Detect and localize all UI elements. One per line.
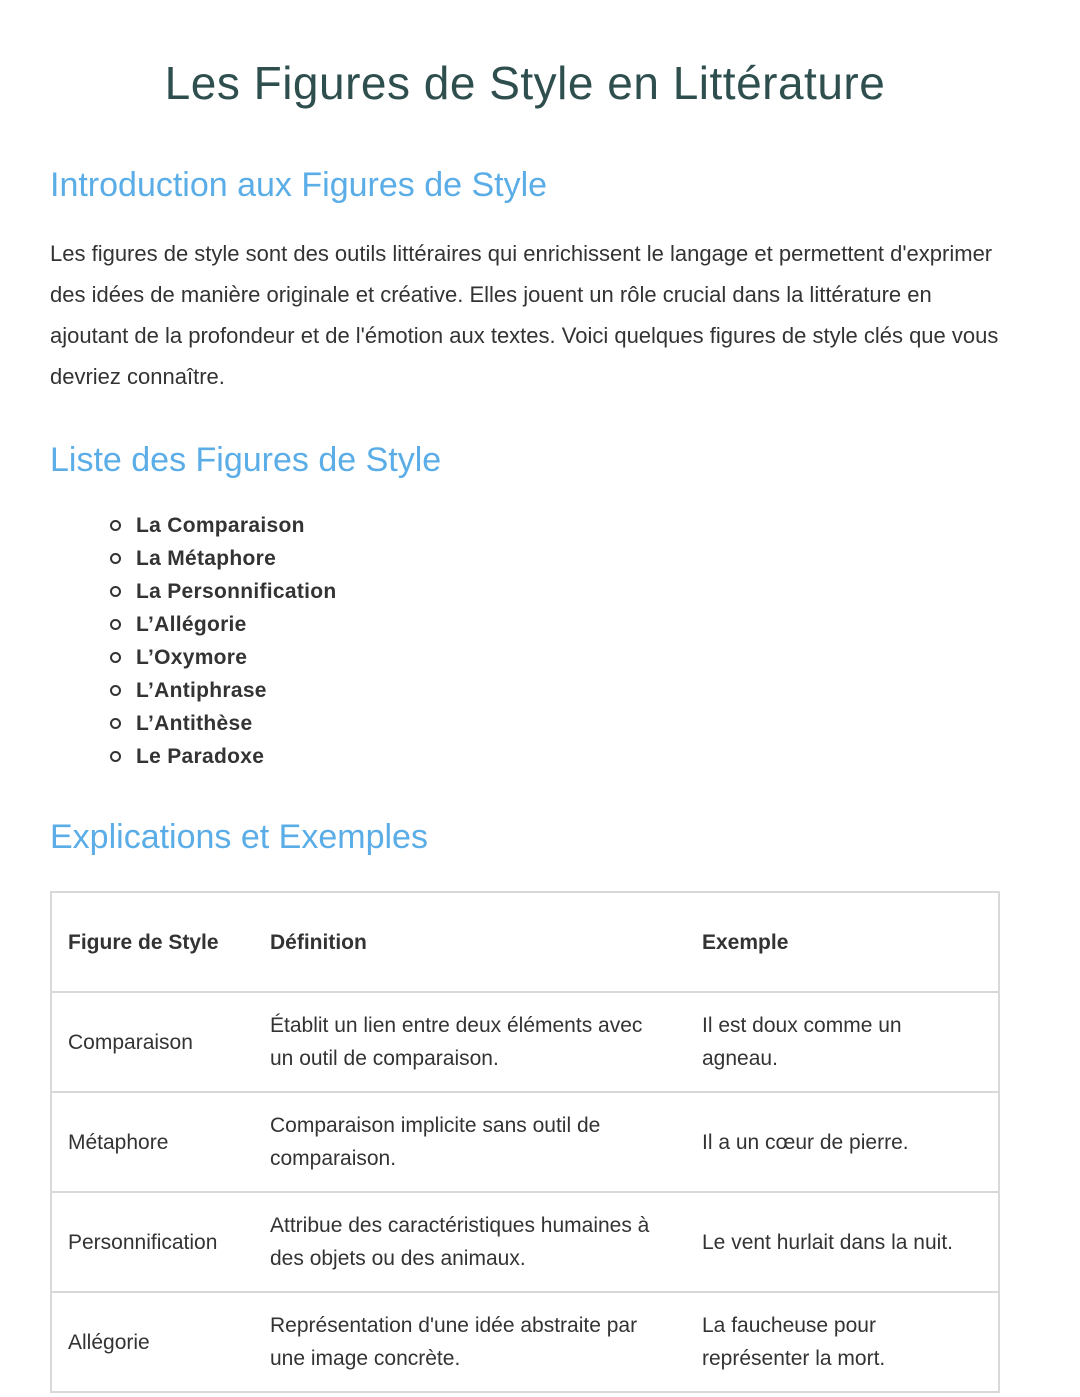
column-header: Exemple	[686, 892, 999, 992]
list-item: La Métaphore	[86, 542, 337, 575]
circle-bullet-icon	[110, 652, 121, 663]
table-cell: Personnification	[51, 1192, 254, 1292]
column-header: Définition	[254, 892, 686, 992]
figures-list	[86, 509, 337, 773]
circle-bullet-icon	[110, 520, 121, 531]
intro-paragraph: Les figures de style sont des outils littéraires qui enrichissent le langage et permettent d'exprimer des idées de manière originale et créative. Elles jouent un rôle crucial dans la littérature en ajoutant de la profondeur et de l'émotion aux textes. Voici quelques figures de style clés que vous devriez connaître.	[50, 241, 999, 389]
column-header: Figure de Style	[51, 892, 254, 992]
circle-bullet-icon	[110, 553, 121, 564]
list-item: L’Allégorie	[86, 608, 337, 641]
table-cell: Il a un cœur de pierre.	[686, 1092, 999, 1192]
list-item: L’Oxymore	[86, 641, 337, 674]
list-item: L’Antithèse	[86, 707, 337, 740]
table-cell: Établit un lien entre deux éléments avec un outil de comparaison.	[254, 992, 686, 1092]
table-cell: Comparaison implicite sans outil de comparaison.	[254, 1092, 686, 1192]
page-title: Les Figures de Style en Littérature	[164, 57, 886, 109]
circle-bullet-icon	[110, 619, 121, 630]
table-row	[51, 1092, 999, 1192]
circle-bullet-icon	[110, 685, 121, 696]
table-header-row	[51, 892, 999, 992]
table-cell: Attribue des caractéristiques humaines à des objets ou des animaux.	[254, 1192, 686, 1292]
table-cell: Le vent hurlait dans la nuit.	[686, 1192, 999, 1292]
table-row	[51, 1292, 999, 1392]
list-item: La Personnification	[86, 575, 337, 608]
list-item: La Comparaison	[86, 509, 337, 542]
circle-bullet-icon	[110, 718, 121, 729]
circle-bullet-icon	[110, 751, 121, 762]
table-cell: Il est doux comme un agneau.	[686, 992, 999, 1092]
intro-heading: Introduction aux Figures de Style	[50, 166, 548, 204]
figures-table	[50, 891, 1000, 1393]
list-item: L’Antiphrase	[86, 674, 337, 707]
list-heading: Liste des Figures de Style	[50, 441, 442, 479]
table-cell: Comparaison	[51, 992, 254, 1092]
table-cell: Représentation d'une idée abstraite par une image concrète.	[254, 1292, 686, 1392]
explanations-heading: Explications et Exemples	[50, 818, 428, 856]
table-cell: Métaphore	[51, 1092, 254, 1192]
table-row	[51, 1192, 999, 1292]
list-item: Le Paradoxe	[86, 740, 337, 773]
circle-bullet-icon	[110, 586, 121, 597]
table-row	[51, 992, 999, 1092]
table-cell: Allégorie	[51, 1292, 254, 1392]
table-cell: La faucheuse pour représenter la mort.	[686, 1292, 999, 1392]
